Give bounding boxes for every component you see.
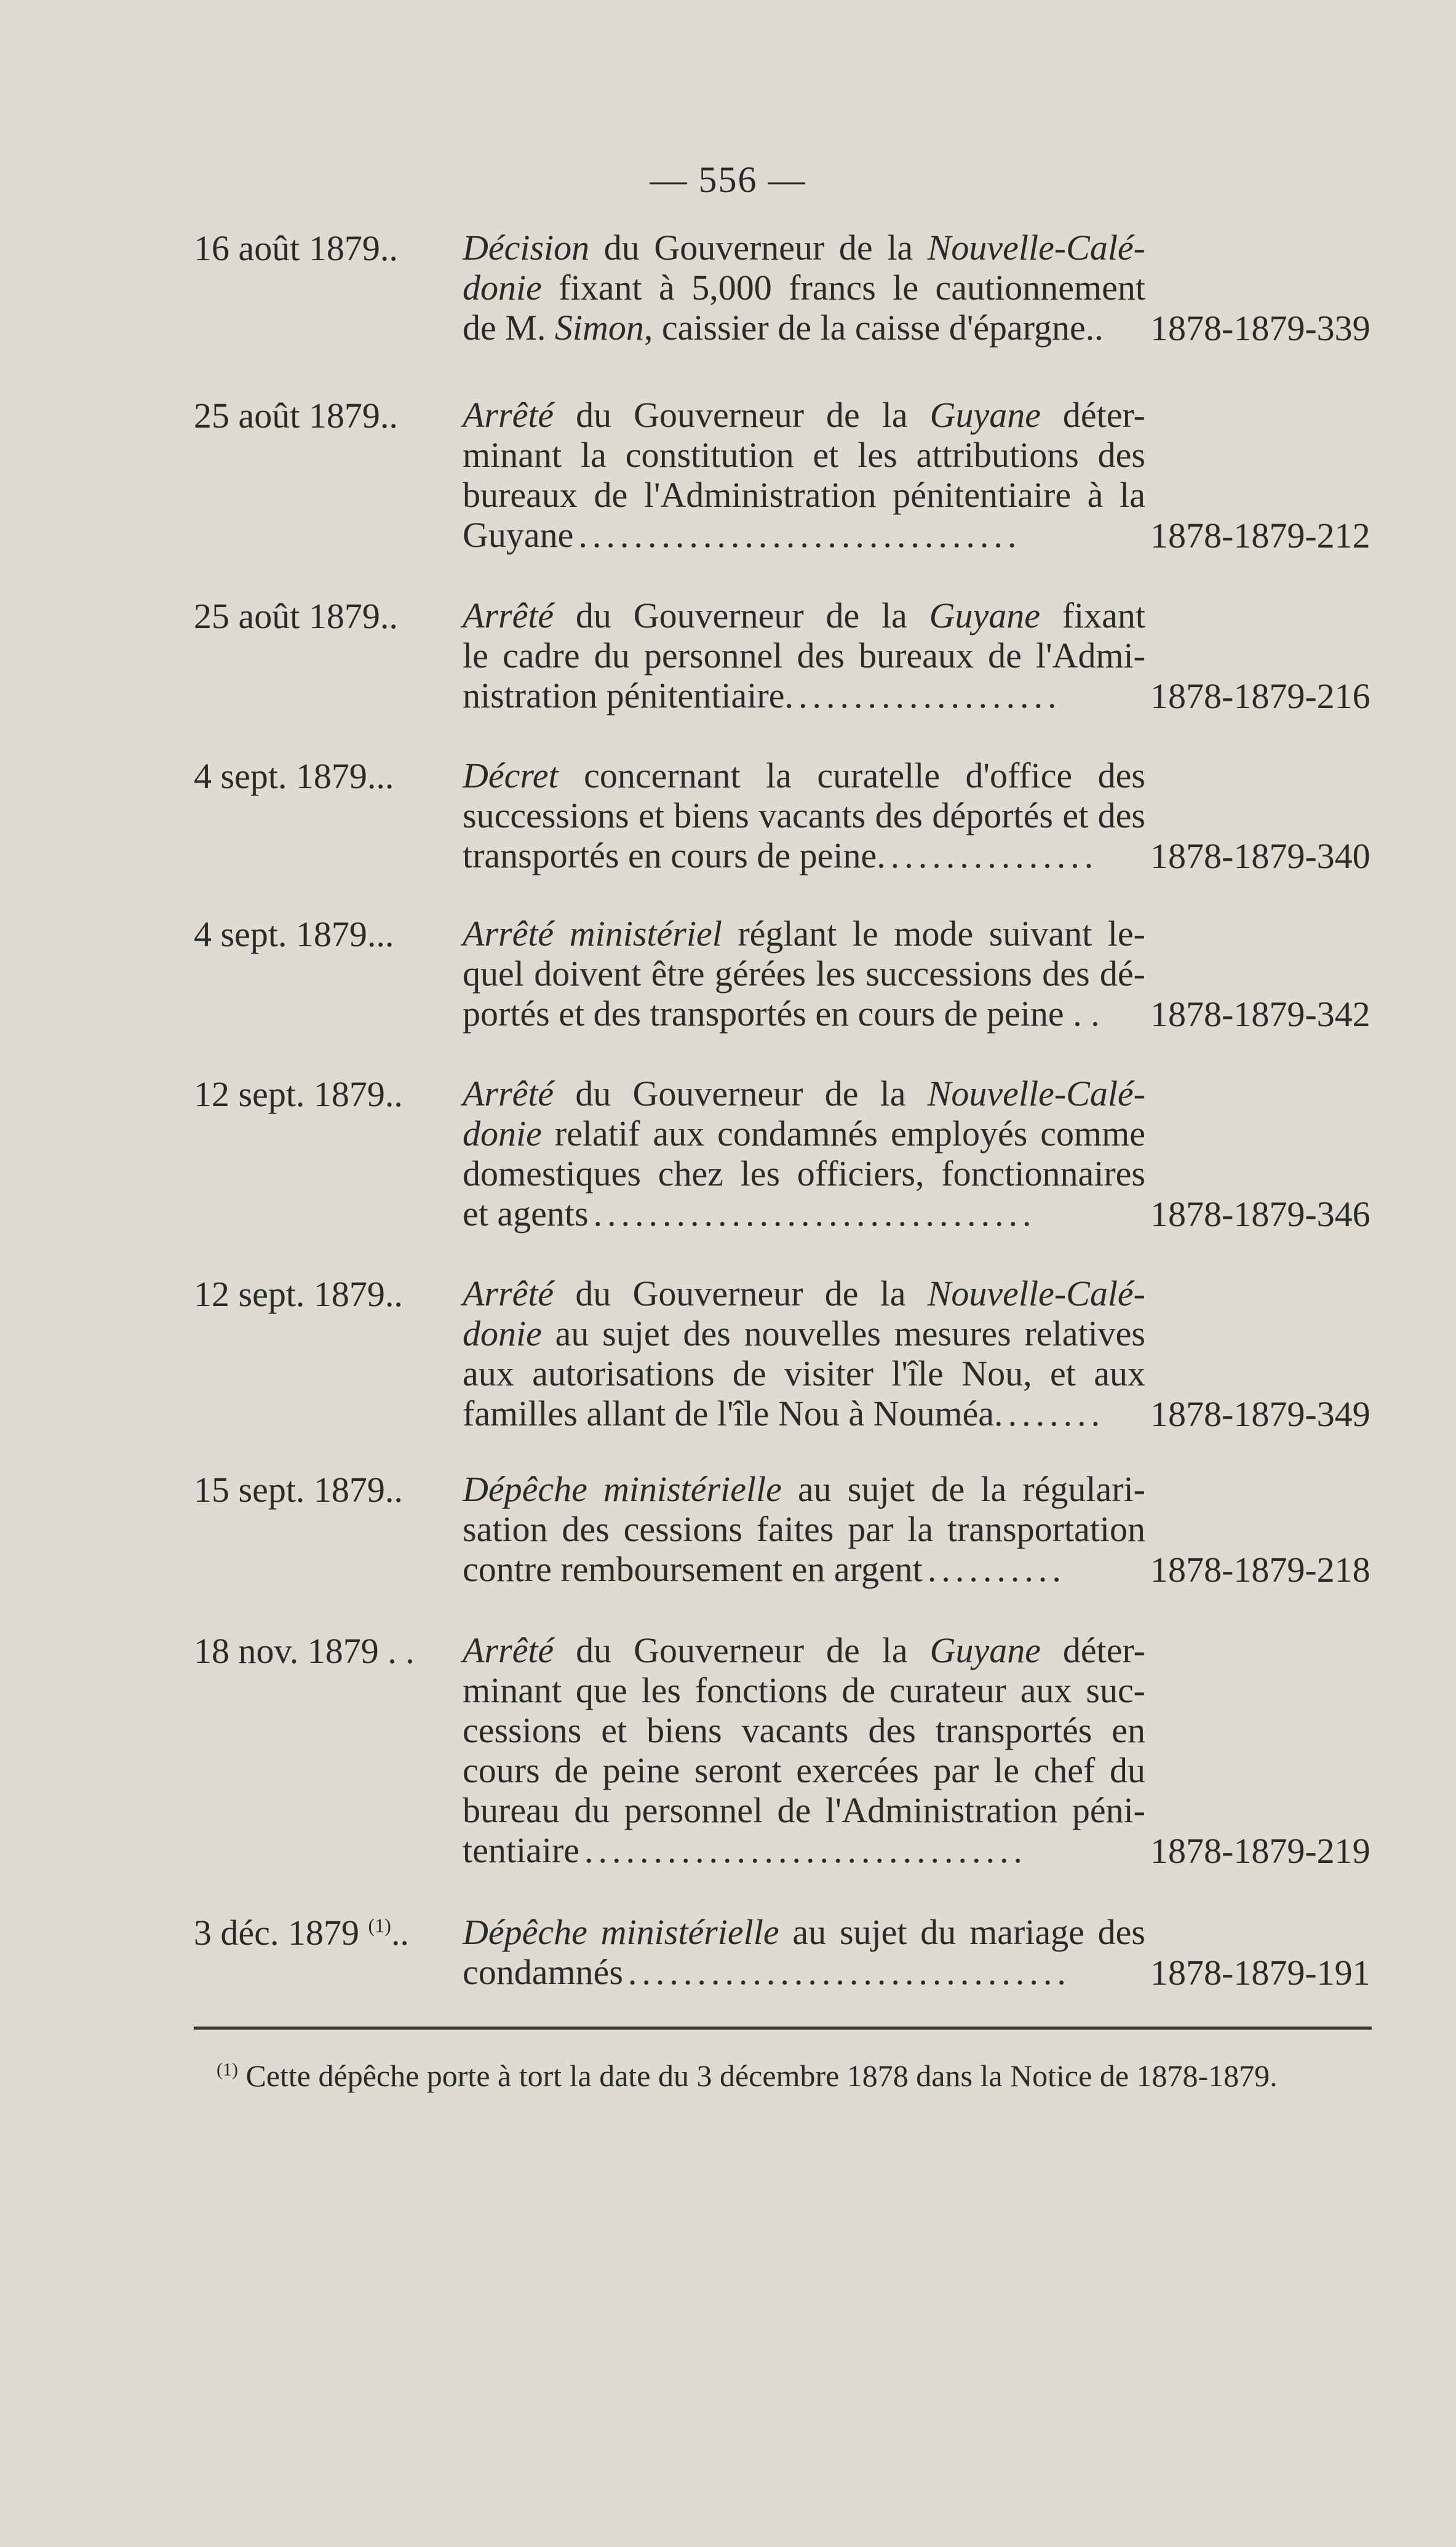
entry-reference: 1878-1879-340 — [1150, 836, 1370, 876]
entry-description: Décret concernant la curatelle d'office des successions et biens vacants des déportés et des transportés en cours de peine. ............... — [463, 755, 1145, 875]
entry-description: Arrêté du Gouverneur de la Nouvelle-Calé- donie au sujet des nouvelles mesures relatives aux autorisations de visiter l'île Nou, et aux familles allant de l'île Nou à Nouméa. ....... — [463, 1274, 1145, 1433]
entry-description: Arrêté du Gouverneur de la Guyane déter- minant que les fonctions de curateur aux suc- cessions et biens vacants des transportés en cours de peine seront exercées par le chef du bureau du personnel de l'Administration péni- tentiaire ................................ — [463, 1630, 1145, 1870]
entry-description: Dépêche ministérielle au sujet de la régulari- sation des cessions faites par la transportation contre remboursement en argent .......... — [463, 1469, 1146, 1589]
entry-reference: 1878-1879-346 — [1150, 1194, 1370, 1234]
footnote-marker: (1) — [217, 2059, 238, 2080]
footnote-text: Cette dépêche porte à tort la date du 3 décembre 1878 dans la Notice de 1878-1879. — [245, 2059, 1278, 2093]
entry-reference: 1878-1879-212 — [1150, 516, 1370, 556]
entry-date: 18 nov. 1879 . . — [194, 1631, 415, 1671]
page-number: — 556 — — [650, 159, 806, 200]
entry-description: Arrêté ministériel réglant le mode suivant le- quel doivent être gérées les successions des dé- portés et des transportés en cours de peine . . — [463, 914, 1145, 1034]
entry-date: 12 sept. 1879.. — [194, 1074, 403, 1114]
entry-date: 4 sept. 1879... — [194, 756, 394, 796]
entry-description: Dépêche ministérielle au sujet du mariage des condamnés ................................ — [463, 1912, 1145, 1992]
entry-date: 25 août 1879.. — [194, 596, 398, 636]
footnote — [217, 2058, 1278, 2094]
entry-date: 4 sept. 1879... — [194, 914, 394, 954]
entry-date: 16 août 1879.. — [194, 228, 398, 268]
entry-reference: 1878-1879-219 — [1150, 1831, 1370, 1871]
entry-date: 15 sept. 1879.. — [194, 1470, 403, 1510]
entry-reference: 1878-1879-216 — [1150, 676, 1370, 716]
entry-reference: 1878-1879-218 — [1150, 1550, 1370, 1590]
entry-date: 3 déc. 1879 $^{(1)}$.. — [194, 1913, 409, 1953]
entry-reference: 1878-1879-342 — [1150, 994, 1370, 1034]
entry-reference: 1878-1879-349 — [1150, 1394, 1370, 1434]
entry-description: Arrêté du Gouverneur de la Guyane fixant le cadre du personnel des bureaux de l'Admi- nistration pénitentiaire. ................... — [463, 596, 1145, 715]
entry-description: Arrêté du Gouverneur de la Guyane déter- minant la constitution et les attributions des bureaux de l'Administration pénitentiaire à la Guyane ................................ — [463, 395, 1145, 555]
footnote-divider — [194, 2027, 1372, 2030]
entry-description: Décision du Gouverneur de la Nouvelle-Calé- donie fixant à 5,000 francs le cautionnement de M. Simon, caissier de la caisse d'épargne.. — [463, 228, 1145, 348]
entry-date: 25 août 1879.. — [194, 396, 398, 436]
entry-reference: 1878-1879-191 — [1150, 1953, 1370, 1993]
entry-date: 12 sept. 1879.. — [194, 1274, 403, 1314]
entry-description: Arrêté du Gouverneur de la Nouvelle-Calé- donie relatif aux condamnés employés comme domestiques chez les officiers, fonctionnaires et agents ................................ — [463, 1074, 1145, 1234]
entry-reference: 1878-1879-339 — [1150, 308, 1370, 348]
